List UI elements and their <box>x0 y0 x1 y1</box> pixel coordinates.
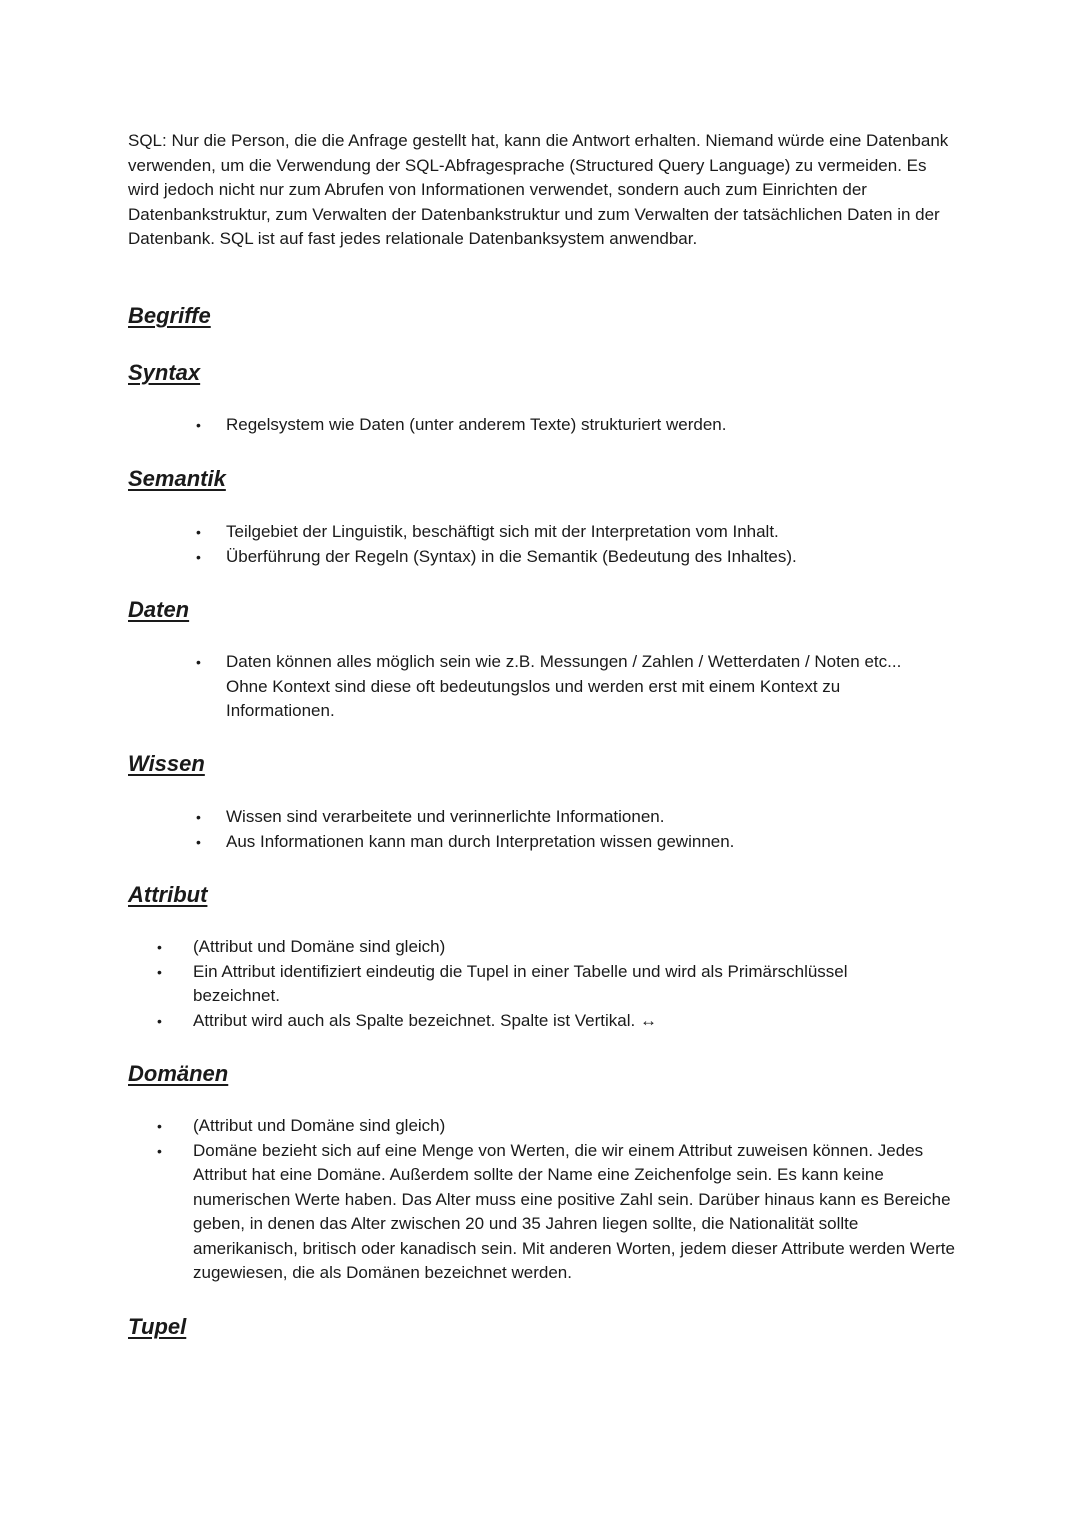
bullet-icon: • <box>196 524 201 540</box>
list-item: • Aus Informationen kann man durch Interpretation wissen gewinnen. <box>226 830 956 855</box>
list-item: • (Attribut und Domäne sind gleich) <box>193 935 918 960</box>
list-item: • Ein Attribut identifiziert eindeutig die Tupel in einer Tabelle und wird als Primärschlüssel bezeichnet. <box>157 961 848 1005</box>
intro-paragraph: SQL: Nur die Person, die die Anfrage gestellt hat, kann die Antwort erhalten. Niemand würde eine Datenbank verwenden, um die Verwendung der SQL-Abfragesprache (Structured Query Language) zu vermeiden. Es wird jedoch nicht nur zum Abrufen von Informationen verwendet, sondern auch zum Einrichten der Datenbankstruktur, zum Verwalten der Datenbankstruktur und zum Verwalten der tatsächlichen Daten in der Datenbank. SQL ist auf fast jedes relationale Datenbanksystem anwendbar. <box>128 131 949 248</box>
heading-semantik: Semantik <box>128 466 226 491</box>
semantik-list <box>196 520 956 569</box>
syntax-list <box>196 413 956 438</box>
list-item: • Teilgebiet der Linguistik, beschäftigt sich mit der Interpretation vom Inhalt. <box>226 520 956 545</box>
domaenen-list <box>157 1114 958 1286</box>
list-item: • Domäne bezieht sich auf eine Menge von Werten, die wir einem Attribut zuweisen können. Jedes Attribut hat eine Domäne. Außerdem sollte der Name eine Zeichenfolge sein. Es kann keine numerischen Werte haben. Das Alter muss eine positive Zahl sein. Darüber hinaus kann es Bereiche geben, in denen das Alter zwischen 20 und 35 Jahren liegen sollte, die Nationalität sollte amerikanisch, britisch oder kanadisch sein. Mit anderen Worten, jedem dieser Attribute werden Werte zugewiesen, die als Domänen bezeichnet werden. <box>157 1140 955 1282</box>
list-item: • Wissen sind verarbeitete und verinnerlichte Informationen. <box>226 805 956 830</box>
list-item: • Daten können alles möglich sein wie z.B. Messungen / Zahlen / Wetterdaten / Noten etc... Ohne Kontext sind diese oft bedeutungslos und werden erst mit einem Kontext zu Informationen. <box>196 652 902 720</box>
list-item: • Attribut wird auch als Spalte bezeichnet. Spalte ist Vertikal. ↔ <box>193 1009 918 1034</box>
bullet-icon: • <box>157 1118 162 1134</box>
bullet-icon: • <box>196 809 201 825</box>
heading-wissen: Wissen <box>128 751 205 776</box>
bullet-icon: • <box>196 548 201 565</box>
attribut-list <box>157 935 918 1033</box>
bullet-icon: • <box>157 963 162 980</box>
heading-attribut: Attribut <box>128 882 208 907</box>
list-item: • Regelsystem wie Daten (unter anderem Texte) strukturiert werden. <box>226 413 956 438</box>
list-item: • Überführung der Regeln (Syntax) in die Semantik (Bedeutung des Inhaltes). <box>226 545 956 570</box>
bullet-icon: • <box>157 1142 162 1159</box>
daten-list <box>196 650 938 724</box>
bullet-icon: • <box>157 939 162 955</box>
bullet-icon: • <box>196 417 201 433</box>
bullet-icon: • <box>196 833 201 850</box>
heading-domaenen: Domänen <box>128 1061 229 1086</box>
bullet-icon: • <box>196 654 201 670</box>
heading-syntax: Syntax <box>128 360 201 385</box>
list-item: • (Attribut und Domäne sind gleich) <box>193 1114 958 1139</box>
heading-tupel: Tupel <box>128 1314 187 1339</box>
heading-daten: Daten <box>128 597 190 622</box>
bullet-icon: • <box>157 1012 162 1029</box>
heading-begriffe: Begriffe <box>128 303 211 328</box>
wissen-list <box>196 805 956 854</box>
